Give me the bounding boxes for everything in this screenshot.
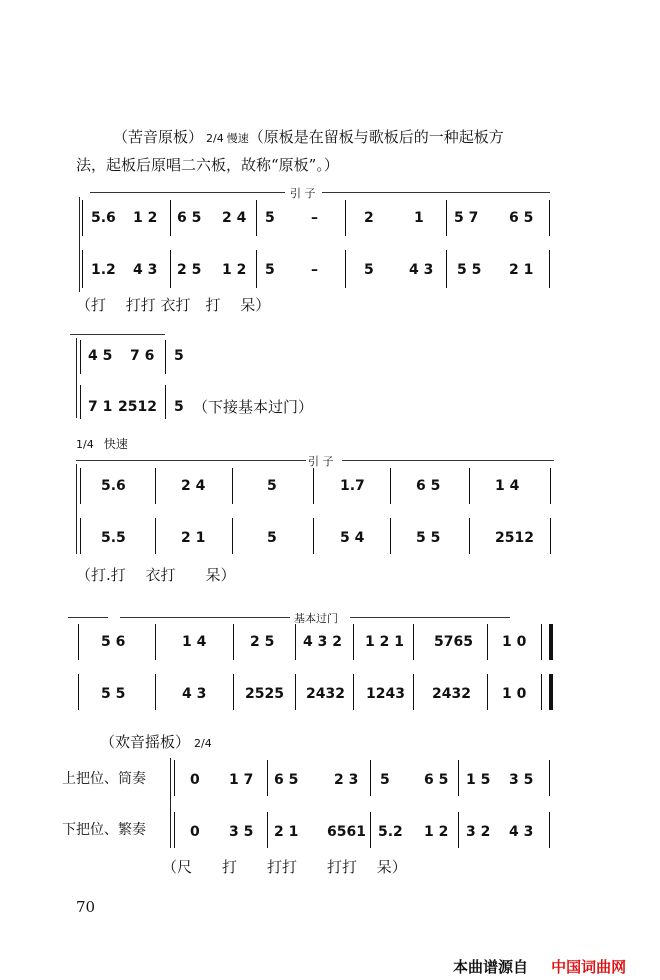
barline [165,340,166,374]
section-heading: （欢音摇板） 2/4 [100,733,212,751]
barline [313,518,314,554]
barline [390,468,391,504]
barline [82,200,83,236]
system-brace [76,464,77,554]
barline [233,624,234,660]
note: 5 [267,530,277,546]
note: 1 5 [466,772,491,788]
note: 1 7 [229,772,254,788]
note: 2 3 [334,772,359,788]
note: 5 [267,478,277,494]
barline [353,624,354,660]
note: 5.6 [91,210,116,226]
barline [313,468,314,504]
note: 5.2 [378,824,403,840]
note: 6 5 [274,772,299,788]
barline [267,760,268,796]
barline [446,200,447,236]
heading-line-1: （苦音原板） 2/4 慢速（原板是在留板与歌板后的一种起板方 [113,128,504,146]
note: 1 4 [182,634,207,650]
barline [80,340,81,374]
note: 2 5 [250,634,275,650]
note: 3 5 [509,772,534,788]
note: 0 [190,772,200,788]
intro-label: 引 子 [308,455,334,468]
note: 2 1 [274,824,299,840]
barline [370,760,371,796]
note: 2525 [245,686,284,702]
barline [469,468,470,504]
lyrics: （打.打 衣打 呆） [76,566,236,584]
note: 2 4 [181,478,206,494]
barline [413,674,414,710]
barline [487,674,488,710]
note: 5 4 [340,530,365,546]
note: 5 5 [416,530,441,546]
system-brace [170,758,171,848]
barline [550,468,551,504]
note: 2 5 [177,262,202,278]
barline [345,200,346,236]
barline [256,250,257,288]
intro-line [120,617,290,618]
lyrics: （尺 打 打打 打打 呆） [162,858,407,876]
note: 3 2 [466,824,491,840]
note: 1243 [366,686,405,702]
note: – [311,262,318,278]
note: 4 3 [509,824,534,840]
barline [170,250,171,288]
note: 6561 [327,824,366,840]
note: 0 [190,824,200,840]
note: 4 3 [133,262,158,278]
intro-label: 基本过门 [294,612,338,625]
note: 2512 [118,399,157,415]
note: 6 5 [177,210,202,226]
row-label-lower: 下把位、繁奏 [62,822,146,838]
barline [174,760,175,796]
barline [155,674,156,710]
note: 3 5 [229,824,254,840]
note: 1.2 [91,262,116,278]
system-line [70,334,165,335]
note: 5 [265,262,275,278]
note: 5 5 [101,686,126,702]
intro-line [350,617,510,618]
note: 1 2 [222,262,247,278]
note: 1 2 1 [365,634,404,650]
note: 2432 [432,686,471,702]
barline [80,468,81,504]
barline [295,674,296,710]
page-number: 70 [76,898,96,916]
continuation-note: （下接基本过门） [193,398,314,416]
tempo-marking: 1/4 快速 [76,437,128,451]
note: 4 5 [88,348,113,364]
barline [78,624,79,660]
note: 2432 [306,686,345,702]
note: 5.6 [101,478,126,494]
note: 2512 [495,530,534,546]
note: 2 [364,210,374,226]
note: – [311,210,318,226]
system-brace [76,338,77,418]
barline [233,674,234,710]
note: 7 6 [130,348,155,364]
barline [155,518,156,554]
barline [370,812,371,848]
note: 1 [414,210,424,226]
barline [267,812,268,848]
note: 6 5 [424,772,449,788]
barline [295,624,296,660]
final-barline [549,624,553,660]
barline [80,518,81,554]
barline [458,812,459,848]
note: 5765 [434,634,473,650]
lyrics: （打 打打 衣打 打 呆） [76,296,271,314]
barline [549,812,550,848]
note: 2 1 [509,262,534,278]
barline [541,674,542,710]
note: 5 5 [457,262,482,278]
note: 1 2 [133,210,158,226]
note: 7 1 [88,399,113,415]
barline [550,518,551,554]
system-brace [79,197,80,292]
note: 5 [174,399,184,415]
note: 1 0 [502,686,527,702]
note: 5.5 [101,530,126,546]
barline [345,250,346,288]
barline [174,812,175,848]
system-line [68,617,108,618]
note: 4 3 [409,262,434,278]
note: 6 5 [416,478,441,494]
note: 5 [265,210,275,226]
heading-line-2: 法，起板后原唱二六板，故称“原板”。） [76,156,339,174]
note: 2 1 [181,530,206,546]
intro-line [90,192,285,193]
note: 4 3 2 [303,634,342,650]
barline [458,760,459,796]
intro-label: 引 子 [290,187,316,200]
barline [256,200,257,236]
barline [549,200,550,236]
footer-site-link[interactable]: 中国词曲网 [551,958,627,976]
barline [165,385,166,419]
barline [82,250,83,288]
barline [390,518,391,554]
source-footer [453,956,626,977]
barline [232,468,233,504]
note: 5 [380,772,390,788]
note: 1.7 [340,478,365,494]
barline [80,385,81,419]
barline [549,250,550,288]
barline [353,674,354,710]
barline [155,468,156,504]
row-label-upper: 上把位、筒奏 [62,771,146,787]
barline [232,518,233,554]
barline [78,674,79,710]
barline [549,760,550,796]
barline [469,518,470,554]
note: 2 4 [222,210,247,226]
note: 5 6 [101,634,126,650]
intro-line [342,460,554,461]
note: 6 5 [509,210,534,226]
note: 1 2 [424,824,449,840]
note: 5 [364,262,374,278]
barline [413,624,414,660]
intro-line [76,460,306,461]
final-barline [549,674,553,710]
note: 1 4 [495,478,520,494]
barline [170,200,171,236]
barline [541,624,542,660]
barline [155,624,156,660]
note: 4 3 [182,686,207,702]
note: 1 0 [502,634,527,650]
footer-source-text: 本曲谱源自 [453,958,529,976]
intro-line [322,192,550,193]
note: 5 7 [454,210,479,226]
note: 5 [174,348,184,364]
barline [446,250,447,288]
barline [487,624,488,660]
